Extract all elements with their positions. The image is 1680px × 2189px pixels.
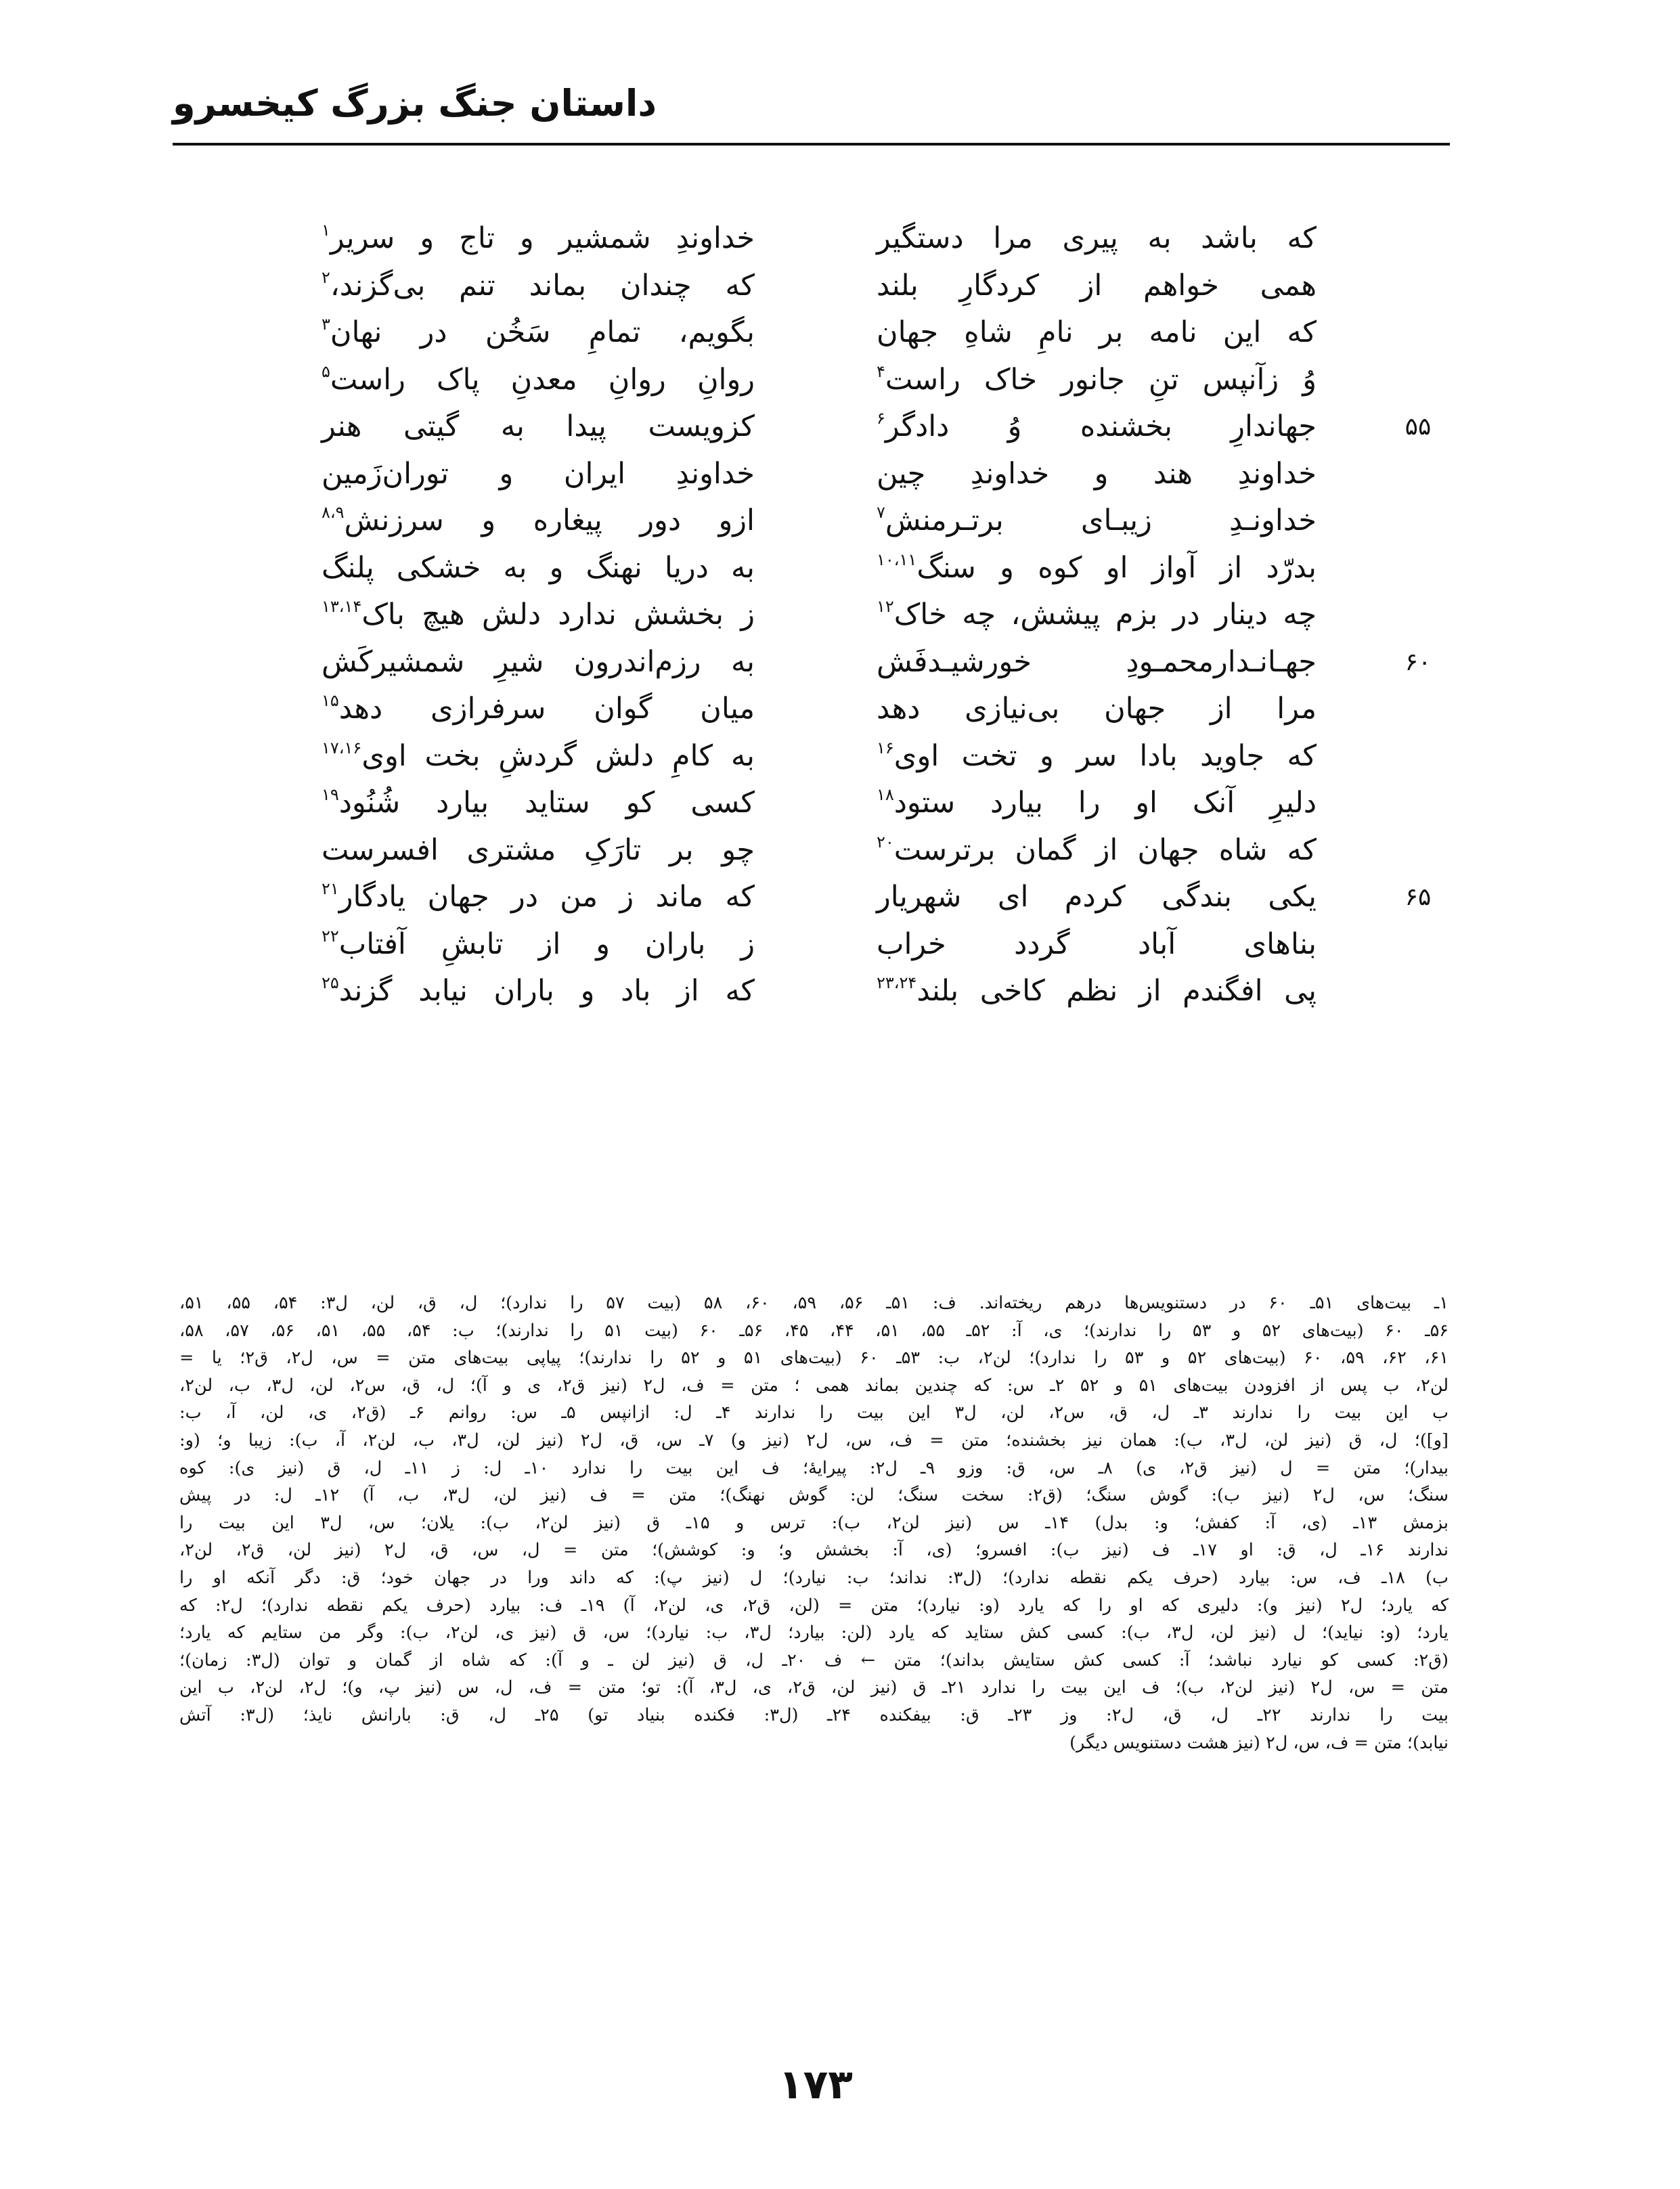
verse-row [0, 451, 1680, 498]
hemistich-first [877, 639, 1317, 686]
hemistich-text: ازو دور پیغاره و سرزنش [344, 504, 755, 537]
hemistich-text: به رزم‌اندرون شیرِ شمشیرکَش [322, 644, 755, 679]
footnote-ref: ۱۳،۱۴ [322, 597, 362, 616]
footnote-ref: ۲۰ [877, 832, 894, 852]
verse-row [0, 686, 1680, 733]
footnote-ref: ۱۰،۱۱ [877, 550, 917, 569]
footnote-line: ب) ۱۸ـ ف، س: بیارد (حرف یکم نقطه ندارد)؛ (ل۳: نداند؛ ب: نیارد)؛ ل (نیز پ): که داند ورا در جهان خود؛ ق: دگر آنکه او را [179, 1567, 1449, 1588]
hemistich-first [877, 403, 1317, 451]
verse-number: ۶۵ [1405, 883, 1432, 911]
hemistich-text: خداونـدِ زیبـای برتـرمنش [885, 504, 1317, 537]
verse-number: ۶۰ [1405, 648, 1432, 676]
hemistich-text: چو بر تارَکِ مشتری افسرست [322, 833, 755, 867]
hemistich-second [322, 968, 755, 1015]
hemistich-first [877, 874, 1317, 921]
hemistich-text: جهاندارِ بخشنده وُ دادگر [885, 410, 1317, 443]
footnote-ref: ۲ [322, 267, 330, 287]
hemistich-text: که جاوید بادا سر و تخت اوی [893, 738, 1317, 773]
running-header [173, 73, 657, 141]
verse-row [0, 592, 1680, 639]
hemistich-text: میان گوان سرفرازی دهد [338, 692, 755, 726]
hemistich-text: ز باران و از تابشِ آفتاب [338, 927, 755, 961]
footnote-ref: ۱ [322, 221, 330, 240]
footnote-ref: ۸،۹ [322, 503, 345, 522]
footnote-line: که یارد؛ ل۲ (نیز و): دلیری که او را که یارد (و: نیارد)؛ متن = (لن، ق۲، ی، لن۲، آ) ۱۹ـ ف: بیارد (حرف یکم نقطه ندارد)؛ ل۲: که [179, 1595, 1449, 1616]
footnote-line: (ق۲: کسی کو نیارد نباشد؛ آ: کسی کش ستایش بداند)؛ متن ← ف ۲۰ـ ل، ق (نیز لن ـ و آ): که شاه از گمان و توان (ل۳: زمان)؛ [179, 1650, 1449, 1671]
hemistich-first [877, 686, 1317, 733]
footnote-line: ندارند ۱۶ـ ل، ق: او ۱۷ـ ف (نیز ب): افسرو؛ (ی، آ: بخشش و؛ و: کوشش)؛ متن = ل، س، ق، ل۲ (نیز لن، ق۲، لن۲، [179, 1540, 1449, 1561]
hemistich-first [877, 451, 1317, 498]
footnote-line: بیدار)؛ متن = ل (نیز ق۲، ی) ۸ـ س، ق: وزو ۹ـ ل۲: پیرایهٔ؛ ف این بیت را ندارد ۱۰ـ ل: ز ۱۱ـ ل، ق (نیز ی): کوه [179, 1457, 1449, 1478]
hemistich-first [877, 733, 1317, 780]
hemistich-text: خداوندِ ایران و توران‌زَمین [322, 456, 755, 491]
verse-row [0, 545, 1680, 592]
hemistich-text: جهـانـدارمحمـودِ خورشیـدفَش [877, 644, 1317, 679]
header-rule [173, 143, 1450, 146]
hemistich-second [322, 263, 755, 310]
hemistich-text: همی خواهم از کردگارِ بلند [877, 268, 1317, 303]
footnote-ref: ۱۲ [877, 597, 894, 616]
footnote-ref: ۱۹ [322, 785, 339, 804]
verse-number: ۵۵ [1405, 413, 1432, 441]
hemistich-first [877, 309, 1317, 357]
footnote-ref: ۶ [877, 409, 885, 428]
hemistich-second [322, 921, 755, 969]
verse-row [0, 780, 1680, 827]
footnotes [179, 1289, 1449, 1756]
footnote-line: ب این بیت را ندارند ۳ـ ل، ق، س۲، لن، ل۳ این بیت را ندارند ۴ـ ل: ازانپس ۵ـ س: روانم ۶ـ (ق۲، ی، لن، آ، ب: [179, 1402, 1449, 1423]
footnote-line: سنگ؛ س، ل۲ (نیز ب): گوش سنگ؛ (ق۲: سخت سنگ؛ لن: گوش نهنگ)؛ متن = ف (نیز لن، ل۳، ب، آ) ۱۲ـ ل: در پیش [179, 1485, 1449, 1506]
hemistich-text: دلیرِ آنک او را بیارد ستود [893, 786, 1317, 820]
footnote-line: بزمش ۱۳ـ (ی، آ: کفش؛ و: بدل) ۱۴ـ س (نیز لن۲، ب): ترس و ۱۵ـ ق (نیز لن۲، ب): یلان؛ س، ل۳ این بیت را [179, 1512, 1449, 1533]
hemistich-text: ز بخشش ندارد دلش هیچ باک [361, 598, 755, 632]
hemistich-text: که چندان بماند تنم بی‌گزند، [330, 268, 755, 303]
footnote-line: نیابد)؛ متن = ف، س، ل۲ (نیز هشت دستنویس دیگر) [1069, 1732, 1449, 1753]
footnote-ref: ۵ [322, 361, 330, 381]
verse-row [0, 498, 1680, 545]
verse-row [0, 733, 1680, 780]
footnote-line: ۱ـ بیت‌های ۵۱ـ ۶۰ در دستنویس‌ها درهم ریخته‌اند. ف: ۵۱ـ ۵۶، ۵۹، ۶۰، ۵۸ (بیت ۵۷ را ندارد)؛ ل، ق، لن، ل۳: ۵۴، ۵۵، ۵۱، [179, 1293, 1449, 1313]
hemistich-first [877, 968, 1317, 1015]
hemistich-text: به دریا نهنگ و به خشکی پلنگ [322, 550, 755, 585]
footnote-line: بیت را ندارند ۲۲ـ ل، ق، ل۲: وز ۲۳ـ ق: بیفکنده ۲۴ـ (ل۳: فکنده بنیاد تو) ۲۵ـ ل، ق: بارانش نایذ؛ (ل۳: آتش [179, 1704, 1449, 1725]
hemistich-second [322, 215, 755, 263]
footnote-line: ۶۱، ۶۲، ۵۹، ۶۰ (بیت‌های ۵۲ و ۵۳ را ندارد)؛ لن۲، ب: ۵۳ـ ۶۰ (بیت‌های ۵۱ و ۵۲ را ندارند)؛ پیاپی بیت‌های متن = س، ل۲، ق۲؛ یا = [179, 1348, 1449, 1369]
hemistich-text: بدرّد از آواز او کوه و سنگ [916, 550, 1317, 585]
footnote-ref: ۲۲ [322, 926, 339, 946]
hemistich-text: خداوندِ هند و خداوندِ چین [877, 456, 1317, 491]
hemistich-text: که این نامه بر نامِ شاهِ جهان [877, 315, 1317, 349]
verse-row [0, 263, 1680, 310]
page-number: ۱۷۳ [778, 2061, 853, 2108]
verse-row [0, 639, 1680, 686]
hemistich-second [322, 780, 755, 827]
footnote-ref: ۱۸ [877, 785, 894, 804]
hemistich-first [877, 263, 1317, 310]
verse-row [0, 921, 1680, 969]
hemistich-text: کسی کو ستاید بیارد شُنُود [338, 786, 755, 820]
hemistich-first [877, 357, 1317, 404]
verse-row [0, 357, 1680, 404]
footnote-line: [و])؛ ل، ق (نیز لن، ل۳، ب): همان نیز بخشنده؛ متن = ف، س، ل۲ (نیز و) ۷ـ س، ق، ل۲ (نیز لن، ل۳، ب، لن۲، آ، ب): زیبا و؛ (و: [179, 1430, 1449, 1451]
hemistich-second [322, 357, 755, 404]
footnote-line: لن۲، ب پس از افزودن بیت‌های ۵۱ و ۵۲ ۲ـ س: که چندین بماند همی ؛ متن = ف، ل۲ (نیز ق۲، ی و آ)؛ ل، ق، س۲، لن، ل۳، ب، لن۲، [179, 1375, 1449, 1396]
hemistich-first [877, 827, 1317, 875]
hemistich-text: بناهای آباد گردد خراب [877, 927, 1317, 961]
hemistich-first [877, 780, 1317, 827]
verse-row [0, 403, 1680, 451]
hemistich-first [877, 592, 1317, 639]
hemistich-second [322, 686, 755, 733]
hemistich-text: خداوندِ شمشیر و تاج و سریر [330, 221, 755, 255]
hemistich-text: به کامِ دلش گردشِ بخت اوی [361, 738, 755, 773]
verse-row [0, 874, 1680, 921]
footnote-ref: ۱۶ [877, 738, 894, 757]
hemistich-first [877, 545, 1317, 592]
hemistich-first [877, 498, 1317, 545]
hemistich-text: که ماند ز من در جهان یادگار [338, 880, 755, 914]
hemistich-second [322, 874, 755, 921]
hemistich-second [322, 827, 755, 875]
footnote-ref: ۲۵ [322, 973, 339, 992]
page-title: داستان جنگ بزرگ کیخسرو [173, 82, 657, 125]
footnote-ref: ۱۷،۱۶ [322, 738, 362, 757]
hemistich-text: که از باد و باران نیابد گزند [338, 974, 755, 1008]
hemistich-second [322, 545, 755, 592]
footnote-line: یارد؛ (و: نیاید)؛ ل (نیز لن، ل۳، ب): کسی کش ستاید که یارد (لن: بیارد؛ ل۳، ب: نیارد)؛ س، ق (نیز ی، لن۲، ب): وگر من ستایم که یارد؛ [179, 1622, 1449, 1643]
hemistich-second [322, 733, 755, 780]
hemistich-second [322, 592, 755, 639]
hemistich-text: پی افگندم از نظم کاخی بلند [916, 974, 1317, 1008]
hemistich-text: کزویست پیدا به گیتی هنر [322, 410, 755, 443]
footnote-line: متن = س، ل۲ (نیز لن۲، ب)؛ ف این بیت را ندارد ۲۱ـ ق (نیز لن، ق۲، ی، ل۳، آ): تو؛ متن = ف، ل، س (نیز پ، و)؛ ل۲، لن۲، ب این [179, 1677, 1449, 1698]
hemistich-second [322, 309, 755, 357]
verse-row [0, 309, 1680, 357]
hemistich-second [322, 451, 755, 498]
footnote-ref: ۲۱ [322, 879, 339, 898]
hemistich-text: وُ زآنپس تنِ جانور خاک راست [885, 362, 1317, 397]
footnote-ref: ۳ [322, 315, 330, 334]
verse-row [0, 215, 1680, 263]
hemistich-text: بگویم، تمامِ سَخُن در نهان [330, 315, 755, 349]
verse-table [0, 215, 1680, 1015]
hemistich-second [322, 498, 755, 545]
hemistich-text: روانِ روانِ معدنِ پاک راست [330, 362, 755, 397]
verse-row [0, 968, 1680, 1015]
hemistich-first [877, 215, 1317, 263]
footnote-ref: ۴ [877, 361, 885, 381]
hemistich-second [322, 639, 755, 686]
footnote-line: ۵۶ـ ۶۰ (بیت‌های ۵۲ و ۵۳ را ندارند)؛ ی، آ: ۵۲ـ ۵۵، ۵۱، ۴۴، ۴۵، ۵۶ـ ۶۰ (بیت ۵۱ را ندارند)؛ ب: ۵۴، ۵۵، ۵۱، ۵۶، ۵۷، ۵۸، [179, 1320, 1449, 1341]
hemistich-text: یکی بندگی کردم ای شهریار [877, 880, 1317, 914]
hemistich-text: که شاه جهان از گمان برترست [893, 833, 1317, 867]
hemistich-text: چه دینار در بزم پیشش، چه خاک [893, 598, 1317, 632]
hemistich-first [877, 921, 1317, 969]
hemistich-text: که باشد به پیری مرا دستگیر [877, 221, 1317, 255]
verse-row [0, 827, 1680, 875]
footnote-ref: ۲۳،۲۴ [877, 973, 917, 992]
hemistich-text: مرا از جهان بی‌نیازی دهد [877, 692, 1317, 726]
hemistich-second [322, 403, 755, 451]
footnote-ref: ۱۵ [322, 691, 339, 710]
footnote-ref: ۷ [877, 503, 885, 522]
